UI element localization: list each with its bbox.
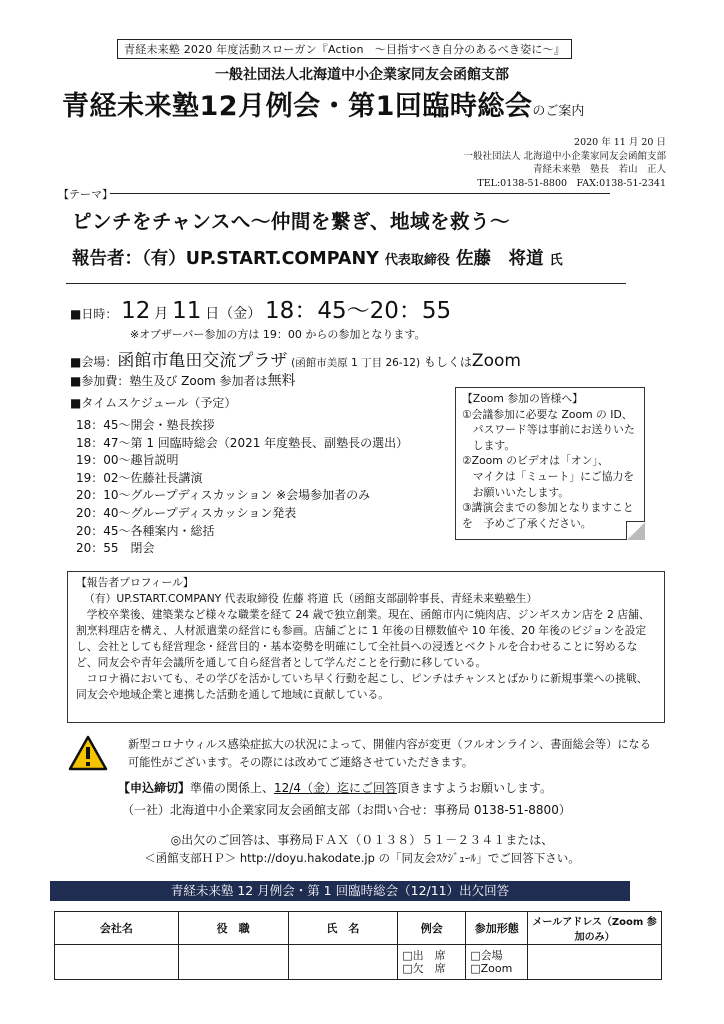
venue-address: (函館市美原 1 丁目 26-12) <box>291 357 421 369</box>
schedule-heading: ■タイムスケジュール（予定） <box>70 396 237 410</box>
header-email: メールアドレス（Zoom 参加のみ） <box>528 912 662 945</box>
reporter-role: 代表取締役 <box>384 253 450 268</box>
page-title <box>62 84 584 123</box>
profile-paragraph: コロナ禍においても、その学びを活かしていち早く行動を起こし、ピンチはチャンスとばかりに新規事業への挑戦、同友会や地域企業と連携した活動を通して地域に貢献している。 <box>76 672 648 701</box>
rsvp-input-row <box>55 945 662 980</box>
reply-instruction: ◎出欠のご回答は、事務局ＦＡＸ（０１３８）５１－２３４１または、 <box>170 833 554 847</box>
deadline-label: 【申込締切】 <box>118 781 191 795</box>
datetime-label: ■日時： <box>70 307 118 321</box>
sender-block <box>463 136 666 190</box>
event-time: 18：45～20：55 <box>265 298 452 324</box>
theme-divider <box>110 193 610 194</box>
schedule-item: 20：40～グループディスカッション発表 <box>76 505 297 520</box>
attendance-cell <box>398 945 466 980</box>
venue-or: もしくは <box>423 355 472 369</box>
reporter-honorific: 氏 <box>549 253 563 268</box>
schedule-item: 20：45～各種案内・総括 <box>76 523 215 538</box>
profile-paragraph: 学校卒業後、建築業など様々な職業を経て 24 歳で独立創業。現在、函館市内に焼肉店、ジンギスカン店を 2 店舗、割烹料理店を構え、人材派遣業の経営にも参画。店舗ごとに 1 年後の目標数値や 10 年後、20 年後のビジョンを設定し、会社としても経営理念・経営目的・基本姿勢を明確にして全社員への浸透とベクトルを合わせることに努めるなど、同友会や青年会議所を通して自ら経営者として学んだことを行動に移している。 <box>76 608 650 669</box>
position-field[interactable] <box>178 945 288 980</box>
zoom-notice-box <box>455 387 645 540</box>
page-curl-decoration <box>626 521 645 540</box>
sender-phone: TEL:0138-51-8800 FAX:0138-51-2341 <box>477 177 666 189</box>
schedule-item: 20：55 閉会 <box>76 541 155 556</box>
venue-name: 函館市亀田交流プラザ <box>117 351 288 371</box>
venue-line <box>70 346 521 371</box>
profile-intro: （有）UP.START.COMPANY 代表取締役 佐藤 将道 氏（函館支部副幹事長、青経未来塾塾生） <box>84 592 538 605</box>
warning-icon <box>68 735 108 775</box>
zoom-checkbox[interactable]: □Zoom <box>470 962 513 975</box>
event-datetime <box>70 292 451 325</box>
event-weekday: （金） <box>219 306 262 322</box>
title-suffix: のご案内 <box>532 104 585 119</box>
event-day-unit: 日 <box>205 306 220 322</box>
schedule-item: 18：45～開会・塾長挨拶 <box>76 418 215 432</box>
reporter-profile-box <box>67 571 665 723</box>
reporter-line <box>72 245 563 270</box>
fee-line <box>70 370 296 390</box>
zoom-notice-line: ①会議参加に必要な Zoom の ID、 <box>462 407 633 421</box>
zoom-notice-title: 【Zoom 参加の皆様へ】 <box>462 392 583 405</box>
zoom-notice-line: お願いいたします。 <box>462 485 570 499</box>
email-field[interactable] <box>528 945 662 980</box>
zoom-notice-line: ③講演会までの参加となりますこと <box>462 501 634 515</box>
reporter-company: 報告者：（有）UP.START.COMPANY <box>72 249 379 269</box>
reporter-divider <box>66 283 626 284</box>
schedule-list <box>76 417 408 558</box>
sender-head: 青経未来塾 塾長 若山 正人 <box>532 164 666 175</box>
venue-online: Zoom <box>471 351 521 371</box>
header-company: 会社名 <box>55 912 179 945</box>
theme-text: ピンチをチャンスへ～仲間を繋ぎ、地域を救う～ <box>72 210 511 233</box>
attend-checkbox[interactable]: □出 席 <box>402 949 446 962</box>
absent-checkbox[interactable]: □欠 席 <box>402 962 446 975</box>
header-position: 役 職 <box>178 912 288 945</box>
venue-label: ■会場： <box>70 355 118 369</box>
zoom-notice-line: パスワード等は事前にお送りいた <box>462 423 635 437</box>
profile-heading: 【報告者プロフィール】 <box>76 576 194 589</box>
fee-value: 無料 <box>267 373 296 389</box>
rsvp-header-row <box>55 912 662 945</box>
fee-label: ■参加費：塾生及び Zoom 参加者は <box>70 374 268 388</box>
company-field[interactable] <box>55 945 179 980</box>
covid-warning-text: 新型コロナウィルス感染症拡大の状況によって、開催内容が変更（フルオンライン、書面総会等）になる可能性がございます。その際には改めてご連絡させていただきます。 <box>128 738 651 769</box>
reply-instruction-web: ＜函館支部ＨＰ＞ http://doyu.hakodate.jp の「同友会ｽｹｼﾞｭｰﾙ」でご回答下さい。 <box>144 851 580 865</box>
event-month-unit: 月 <box>154 306 169 322</box>
header-meeting: 例会 <box>398 912 466 945</box>
header-name: 氏 名 <box>288 912 398 945</box>
zoom-notice-line: を 予めご了承ください。 <box>462 516 592 530</box>
schedule-item: 19：02～佐藤社長講演 <box>76 470 203 485</box>
slogan-box: 青経未来塾 2020 年度活動スローガン『Action ～目指すべき自分のあるべき姿に～』 <box>117 39 572 59</box>
schedule-item: 18：47～第 1 回臨時総会（2021 年度塾長、副塾長の選出） <box>76 435 409 450</box>
deadline-date: 12/4（金）迄 <box>274 781 349 795</box>
rsvp-banner: 青経未来塾 12 月例会・第 1 回臨時総会（12/11）出欠回答 <box>50 881 630 901</box>
schedule-item: 20：10～グループディスカッション ※会場参加者のみ <box>76 488 371 503</box>
event-day: 11 <box>172 298 202 324</box>
organization-name: 一般社団法人北海道中小企業家同友会函館支部 <box>215 67 509 83</box>
deadline-reply: にご回答 <box>348 781 397 795</box>
contact-line: （一社）北海道中小企業家同友会函館支部（お問い合せ：事務局 0138-51-8800） <box>122 803 571 817</box>
zoom-notice-line: します。 <box>462 438 516 452</box>
venue-checkbox[interactable]: □会場 <box>470 949 503 962</box>
deadline-text: 準備の関係上、 <box>190 781 275 795</box>
rsvp-table <box>54 911 662 980</box>
reporter-name: 佐藤 将道 <box>455 249 544 269</box>
theme-label: 【テーマ】 <box>58 188 113 201</box>
title-main: 青経未来塾12月例会・第1回臨時総会 <box>62 91 533 122</box>
header-mode: 参加形態 <box>466 912 528 945</box>
observer-note: ※オブザーバー参加の方は 19：00 からの参加となります。 <box>130 328 426 341</box>
zoom-notice-line: マイクは「ミュート」にご協力を <box>462 469 635 483</box>
mode-cell <box>466 945 528 980</box>
name-field[interactable] <box>288 945 398 980</box>
deadline-request: 頂きますようお願いします。 <box>397 781 553 795</box>
schedule-item: 19：00～趣旨説明 <box>76 453 179 468</box>
zoom-notice-line: ②Zoom のビデオは「オン」、 <box>462 454 609 468</box>
sender-org: 一般社団法人 北海道中小企業家同友会函館支部 <box>463 150 666 162</box>
event-month: 12 <box>121 298 151 324</box>
issue-date: 2020 年 11 月 20 日 <box>574 137 666 148</box>
deadline-line <box>118 779 552 796</box>
